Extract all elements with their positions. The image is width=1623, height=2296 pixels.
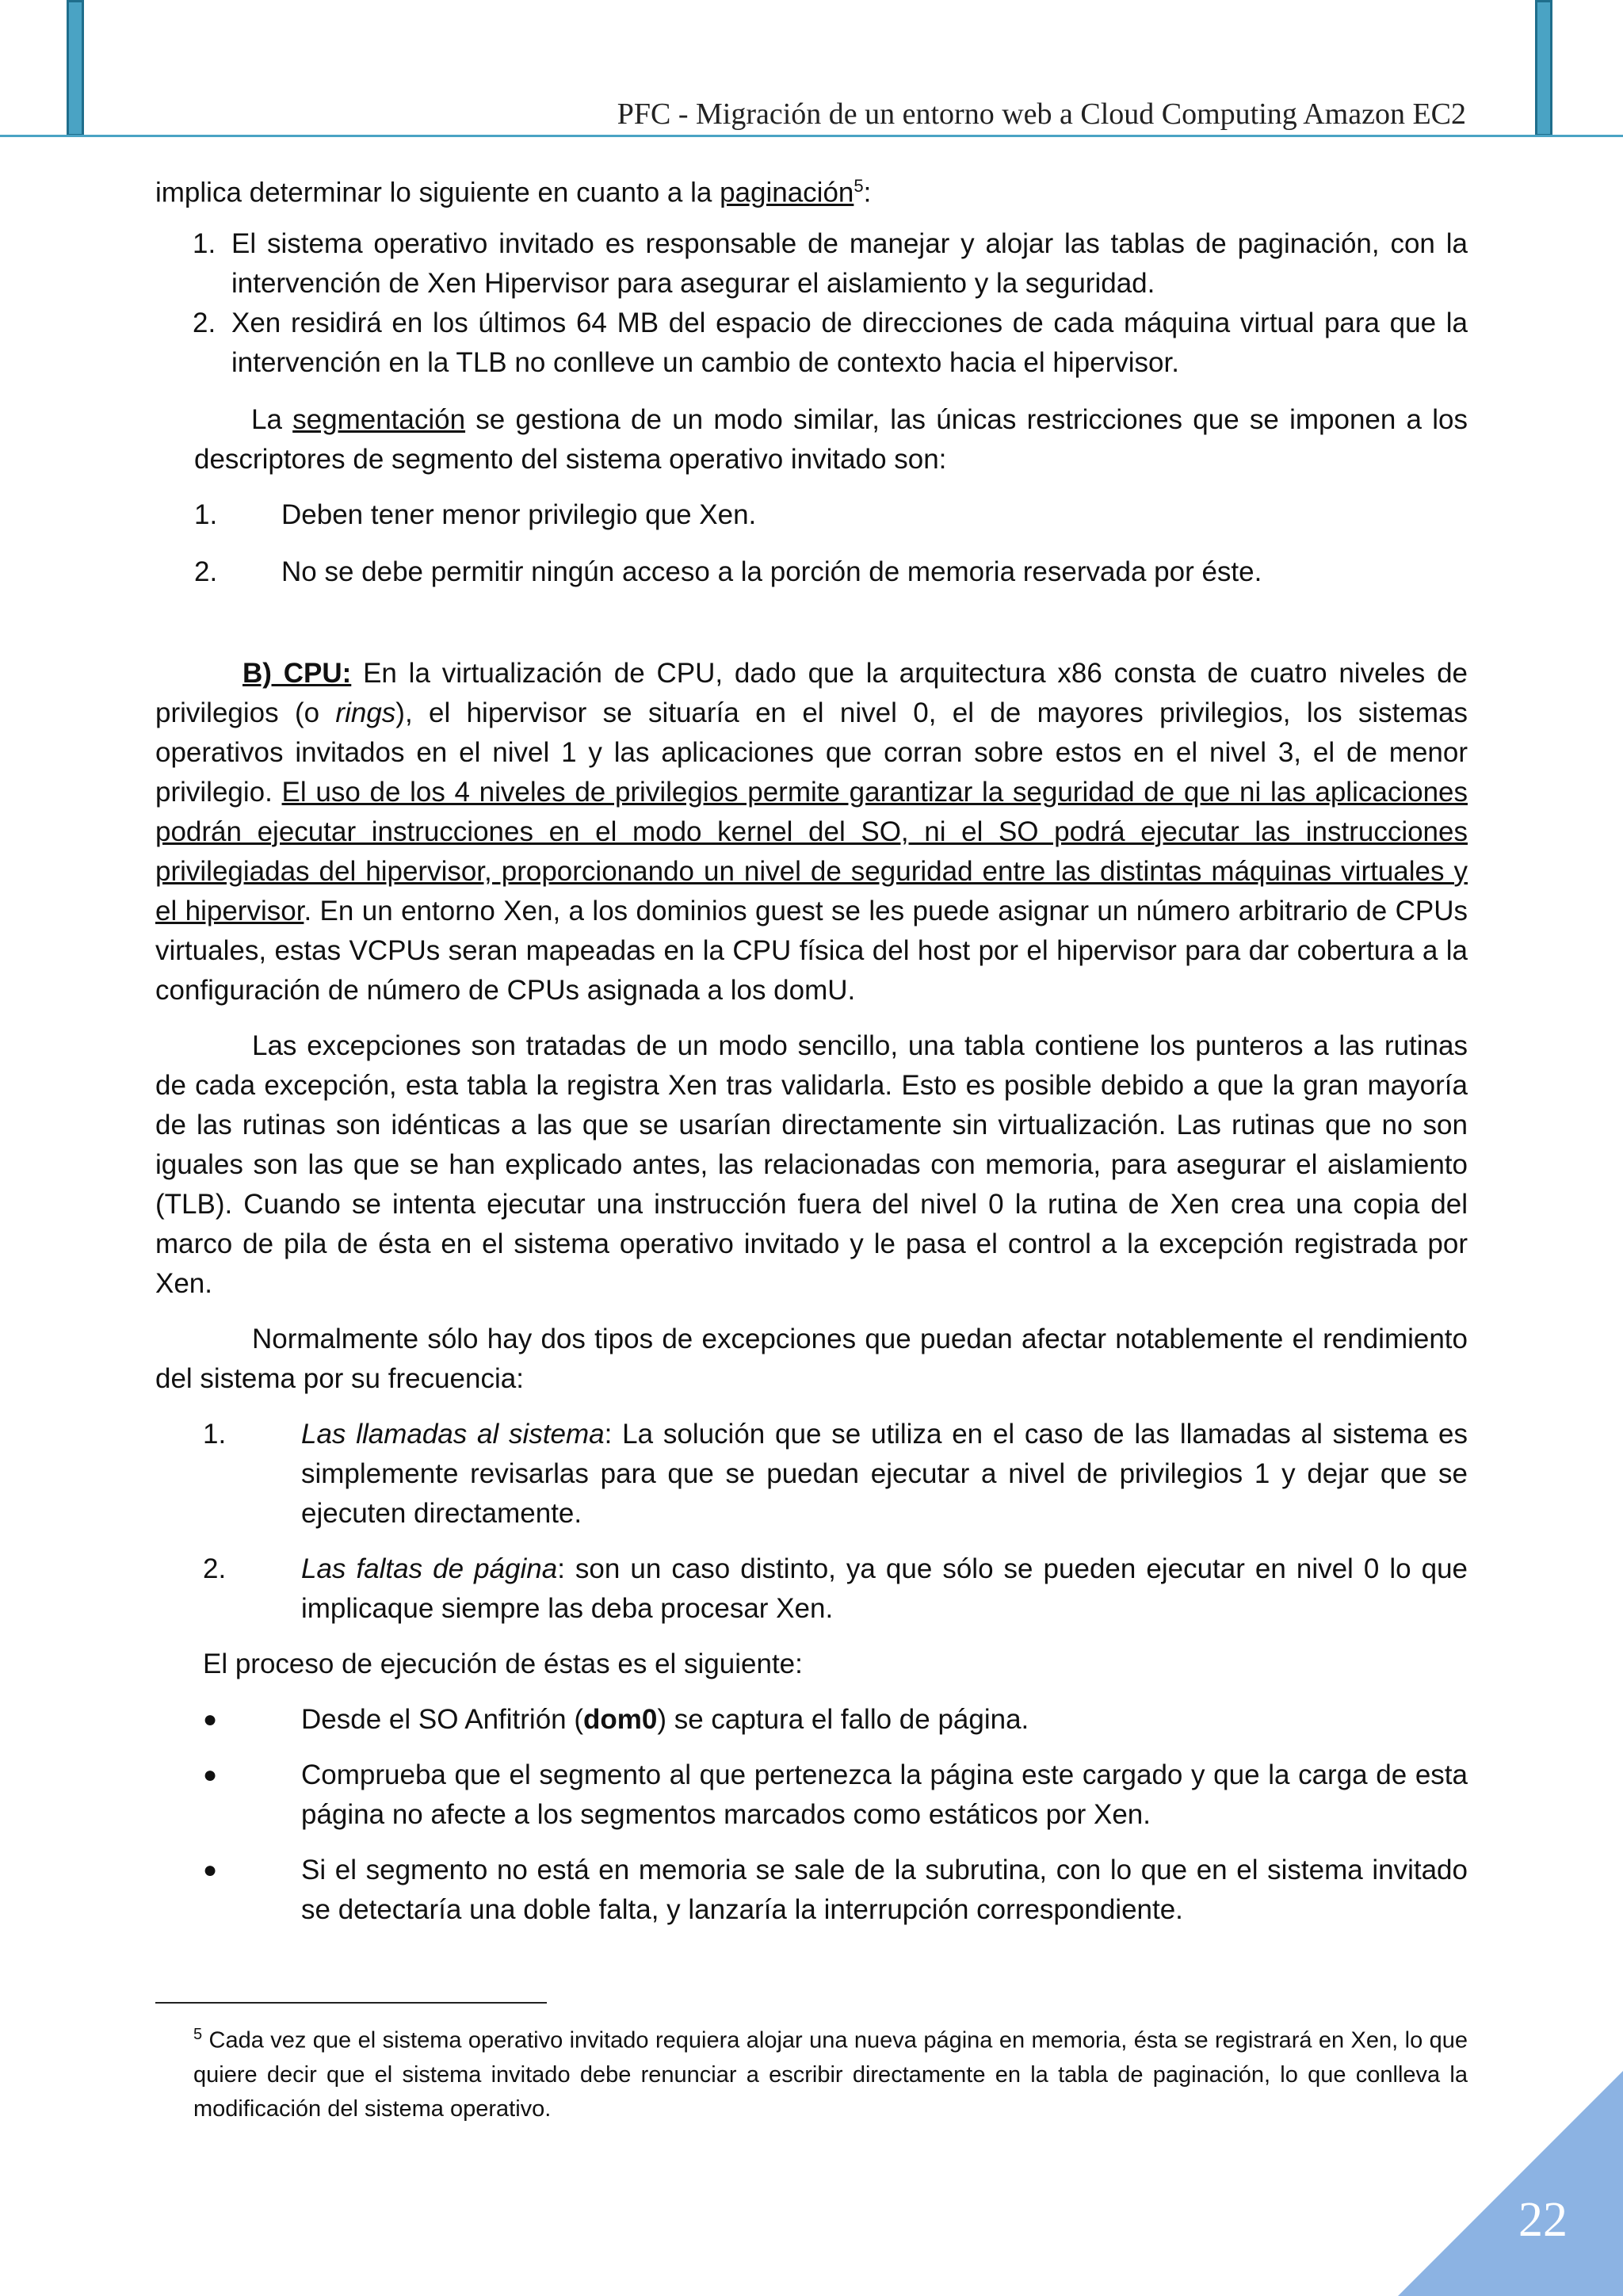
header-rule [0,135,1623,137]
list-item: 2. Xen residirá en los últimos 64 MB del espacio de direcciones de cada máquina virtual para que la intervención en la TLB no conlleve un cambio de contexto hacia el hipervisor. [193,307,1468,378]
header-title: PFC - Migración de un entorno web a Cloud Computing Amazon EC2 [617,97,1466,131]
exceptions-paragraph: Las excepciones son tratadas de un modo sencillo, una tabla contiene los punteros a las rutinas de cada excepción, esta tabla la registra Xen tras validarla. Esto es posible debido a que la gran mayoría de las rutinas son idénticas a las que se usarían directamente sin virtualización. Las rutinas que no son iguales son las que se han explicado antes, las relacionadas con memoria, para asegurar el aislamiento (TLB). Cuando se intenta ejecutar una instrucción fuera del nivel 0 la rutina de Xen crea una copia del marco de pila de ésta en el sistema operativo invitado y le pasa el control a la excepción registrada por Xen. [155,1030,1468,1299]
process-intro: El proceso de ejecución de éstas es el siguiente: [203,1648,803,1679]
exceptions-list [155,1415,1468,1629]
page-number: 22 [1518,2193,1568,2247]
footnote: $^5$ Cada vez que el sistema operativo invitado requiera alojar una nueva página en memoria, ésta se registrará en Xen, lo que quiere decir que el sistema invitado debe renunciar a escribir directamente en la tabla de paginación, lo que conlleva la modificación del sistema operativo. [193,2026,1468,2122]
header-left-bar [67,0,84,136]
list-item: 1. Deben tener menor privilegio que Xen. [194,499,757,530]
page-content [155,166,1468,1930]
segmentacion-term: segmentación [292,403,466,435]
header-right-bar [1535,0,1552,136]
cpu-heading: B) CPU: [242,657,352,689]
list-item: ● Si el segmento no está en memoria se sale de la subrutina, con lo que en el sistema invitado se detectaría una doble falta, y lanzaría la interrupción correspondiente. [203,1851,1468,1930]
page-corner-decoration [1398,2071,1623,2296]
normal-paragraph: Normalmente sólo hay dos tipos de excepciones que puedan afectar notablemente el rendimiento del sistema por su frecuencia: [155,1323,1468,1394]
process-bullets [155,1700,1468,1930]
segmentation-paragraph: La segmentación se gestiona de un modo similar, las únicas restricciones que se imponen a los descriptores de segmento del sistema operativo invitado son: [194,403,1468,475]
bullet-icon: ● [203,1856,218,1883]
paging-list [155,224,1468,383]
bullet-icon: ● [203,1706,218,1733]
cpu-paragraph: B) CPU: En la virtualización de CPU, dado que la arquitectura x86 consta de cuatro niveles de privilegios (o rings), el hipervisor se situaría en el nivel 0, el de mayores privilegios, los sistemas operativos invitados en el nivel 1 y las aplicaciones que corran sobre estos en el nivel 3, el de menor privilegio. El uso de los 4 niveles de privilegios permite garantizar la seguridad de que ni las aplicaciones podrán ejecutar instrucciones en el modo kernel del SO, ni el SO podrá ejecutar las instrucciones privilegiadas del hipervisor, proporcionando un nivel de seguridad entre las distintas máquinas virtuales y el hipervisor. En un entorno Xen, a los dominios guest se les puede asignar un número arbitrario de CPUs virtuales, estas VCPUs seran mapeadas en la CPU física del host por el hipervisor para dar cobertura a la configuración de número de CPUs asignada a los domU. [155,657,1468,1006]
list-item: 2. Las faltas de página: son un caso distinto, ya que sólo se pueden ejecutar en nivel 0 lo que implicaque siempre las deba procesar Xen. [203,1553,1468,1624]
segment-list [155,495,1468,592]
list-item: 2. No se debe permitir ningún acceso a la porción de memoria reservada por éste. [194,556,1262,587]
bullet-icon: ● [203,1761,218,1788]
footnote-ref: 5 [854,176,864,196]
paginacion-term: paginación [720,177,854,208]
list-item: 1. El sistema operativo invitado es responsable de manejar y alojar las tablas de paginación, con la intervención de Xen Hipervisor para asegurar el aislamiento y la seguridad. [193,227,1468,299]
cpu-underlined-text: El uso de los 4 niveles de privilegios permite garantizar la seguridad de que ni las aplicaciones podrán ejecutar instrucciones en el modo kernel del SO, ni el SO podrá ejecutar las instrucciones privilegiadas del hipervisor, proporcionando un nivel de seguridad entre las distintas máquinas virtuales y el hipervisor [155,776,1468,926]
list-item: 1. Las llamadas al sistema: La solución que se utiliza en el caso de las llamadas al sistema es simplemente revisarlas para que se puedan ejecutar a nivel de privilegios 1 y dejar que se ejecuten directamente. [203,1418,1468,1529]
intro-paragraph: implica determinar lo siguiente en cuanto a la paginación$^5$: [155,176,872,208]
footnote-separator [155,2002,547,2004]
list-item: ● Comprueba que el segmento al que pertenezca la página este cargado y que la carga de esta página no afecte a los segmentos marcados como estáticos por Xen. [203,1755,1468,1835]
list-item: ● Desde el SO Anfitrión (dom0) se captura el fallo de página. [203,1700,1468,1740]
